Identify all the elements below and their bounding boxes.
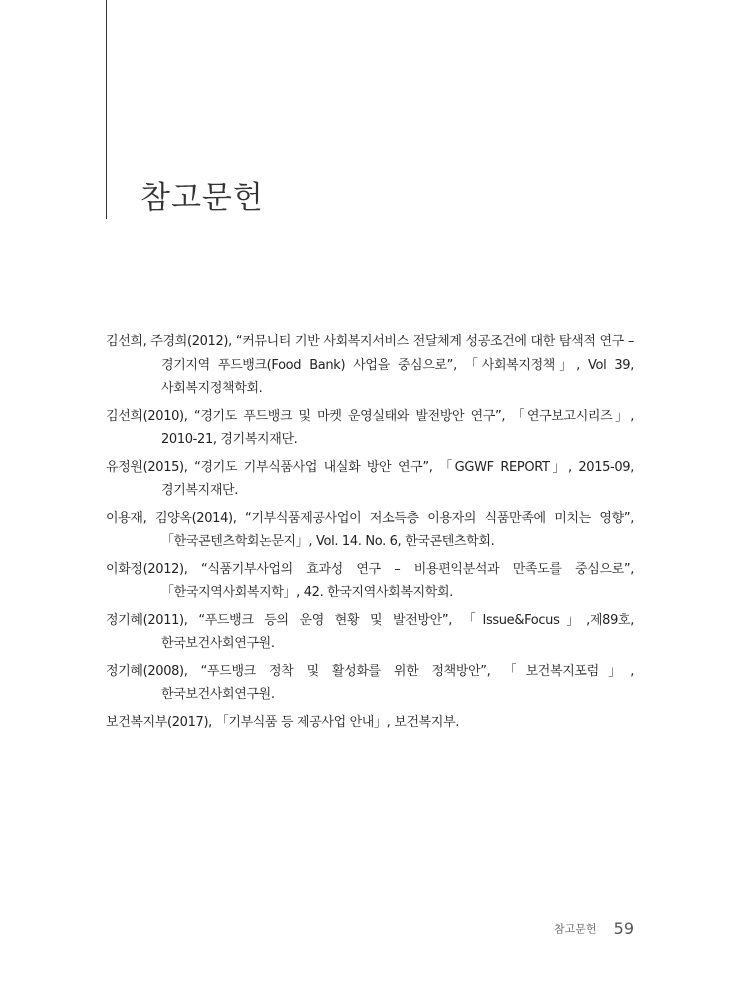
reference-list — [106, 330, 634, 738]
page-title: 참고문헌 — [140, 180, 264, 216]
reference-entry: 김선희(2010), “경기도 푸드뱅크 및 마켓 운영실태와 발전방안 연구”, 「연구보고시리즈」, 2010-21, 경기복지재단. — [106, 408, 634, 447]
reference-entry: 이화정(2012), “식품기부사업의 효과성 연구 – 비용편익분석과 만족도를 중심으로”, 「한국지역사회복지학」, 42. 한국지역사회복지학회. — [106, 561, 634, 600]
vertical-divider-line — [106, 0, 107, 219]
page-footer — [554, 918, 634, 938]
reference-entry: 정기혜(2008), “푸드뱅크 정착 및 활성화를 위한 정책방안”, 「보건복지포럼」, 한국보건사회연구원. — [106, 663, 634, 702]
footer-section-label: 참고문헌 — [554, 922, 597, 936]
reference-entry: 유정원(2015), “경기도 기부식품사업 내실화 방안 연구”, 「GGWF REPORT」, 2015-09, 경기복지재단. — [106, 459, 634, 498]
page-number: 59 — [613, 919, 634, 938]
reference-entry: 보건복지부(2017), 「기부식품 등 제공사업 안내」, 보건복지부. — [106, 714, 460, 730]
reference-entry: 정기혜(2011), “푸드뱅크 등의 운영 현황 및 발전방안”, 「Issue&Focus」,제89호, 한국보건사회연구원. — [106, 612, 634, 651]
reference-entry: 김선희, 주경희(2012), “커뮤니티 기반 사회복지서비스 전달체계 성공조건에 대한 탐색적 연구 – 경기지역 푸드뱅크(Food Bank) 사업을 중심으로”, 「사회복지정책」, Vol 39, 사회복지정책학회. — [106, 334, 634, 396]
reference-entry: 이용재, 김양옥(2014), “기부식품제공사업이 저소득층 이용자의 식품만족에 미치는 영향”, 「한국콘텐츠학회논문지」, Vol. 14. No. 6, 한국콘텐츠학회. — [106, 510, 634, 549]
